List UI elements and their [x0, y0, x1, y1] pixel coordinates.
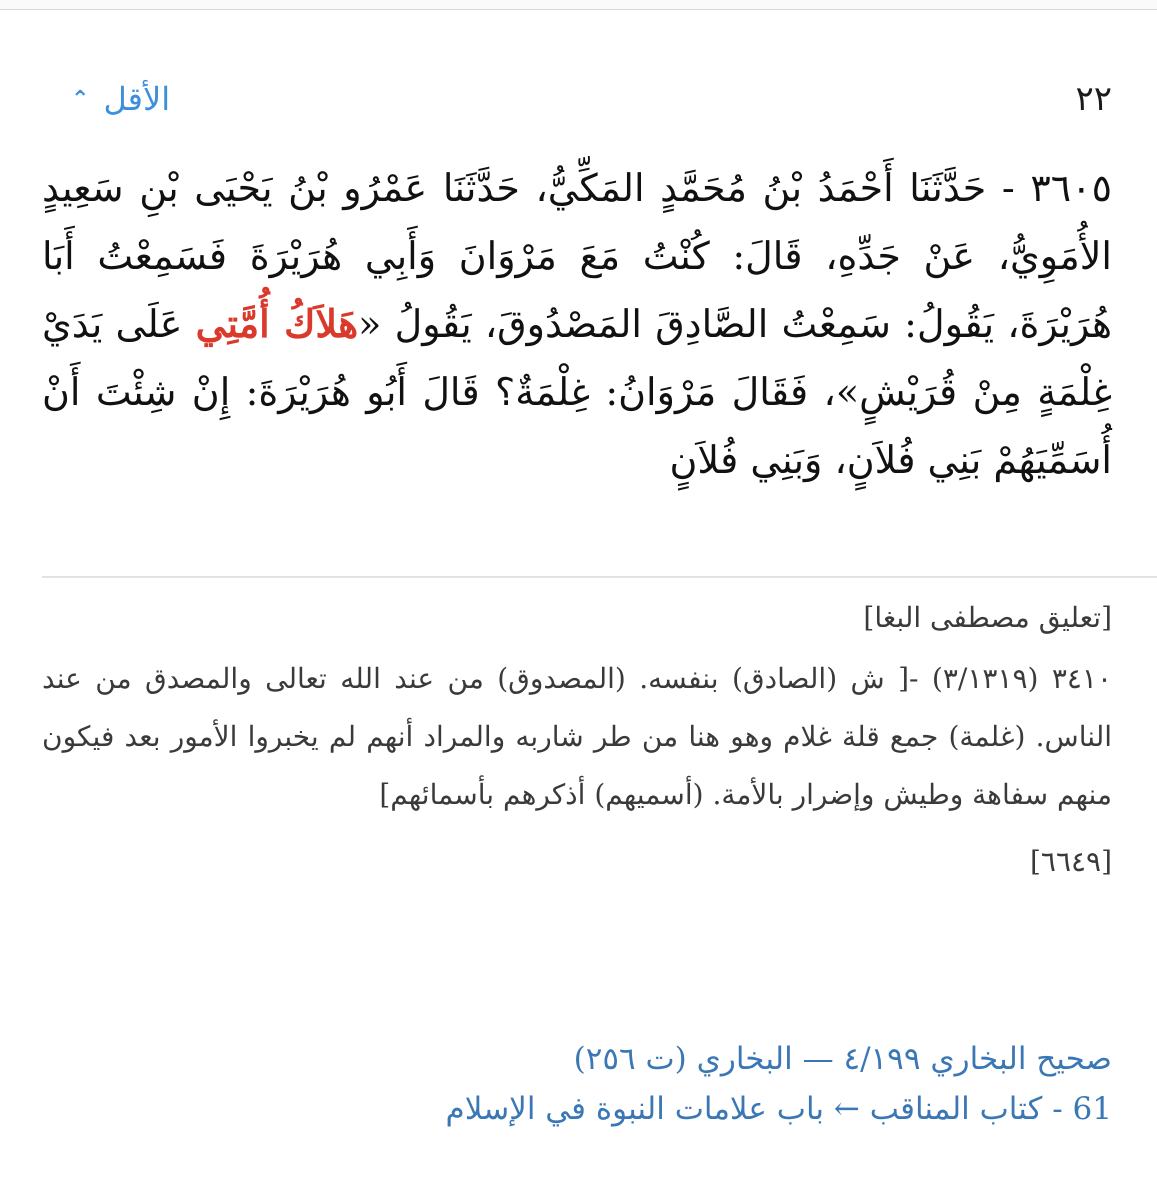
- section-divider: [42, 576, 1157, 578]
- hadith-text: [42, 154, 1112, 494]
- book-source-link[interactable]: صحيح البخاري ٤/١٩٩ — البخاري (ت ٢٥٦): [573, 1041, 1112, 1077]
- commentary-heading: [تعليق مصطفى البغا]: [863, 601, 1112, 634]
- commentary-section: [42, 590, 1112, 890]
- chevron-up-icon: ⌃: [71, 87, 90, 112]
- hadith-text-part-2: عَلَى يَدَيْ غِلْمَةٍ مِنْ قُرَيْشٍ»، فَقَالَ مَرْوَانُ: غِلْمَةٌ؟ قَالَ أَبُو هُرَيْرَةَ: إِنْ شِئْتَ أَنْ أُسَمِّيَهُمْ بَنِي فُلاَنٍ، وَبَنِي فُلاَنٍ: [42, 302, 1112, 482]
- source-citation: [42, 1034, 1112, 1134]
- page-number: ٢٢: [1075, 79, 1112, 119]
- hadith-cross-reference: [٦٦٤٩]: [1029, 845, 1112, 878]
- hadith-text-part-1: ٣٦٠٥ - حَدَّثَنَا أَحْمَدُ بْنُ مُحَمَّدٍ المَكِّيُّ، حَدَّثَنَا عَمْرُو بْنُ يَحْيَى بْنِ سَعِيدٍ الأُمَوِيُّ، عَنْ جَدِّهِ، قَالَ: كُنْتُ مَعَ مَرْوَانَ وَأَبِي هُرَيْرَةَ فَسَمِعْتُ أَبَا هُرَيْرَةَ، يَقُولُ: سَمِعْتُ الصَّادِقَ المَصْدُوقَ، يَقُولُ «: [42, 166, 1112, 346]
- top-edge-bar: [0, 0, 1157, 10]
- commentary-body: ٣٤١٠ (٣/١٣١٩) -[ ش (الصادق) بنفسه. (المصدوق) من عند الله تعالى والمصدق من عند الناس. (غلمة) جمع قلة غلام وهو هنا من طر شاربه والمراد أنهم لم يخبروا الأمور بعد فيكون منهم سفاهة وطيش وإضرار بالأمة. (أسميهم) أذكرهم بأسمائهم]: [42, 662, 1112, 811]
- page-header: [45, 74, 1112, 124]
- show-less-toggle[interactable]: [71, 74, 170, 125]
- hadith-highlight: هَلاَكُ أُمَّتِي: [195, 301, 359, 346]
- show-less-label: الأقل: [103, 80, 171, 118]
- chapter-breadcrumb-link[interactable]: 61 - كتاب المناقب ← باب علامات النبوة في الإسلام: [445, 1091, 1112, 1127]
